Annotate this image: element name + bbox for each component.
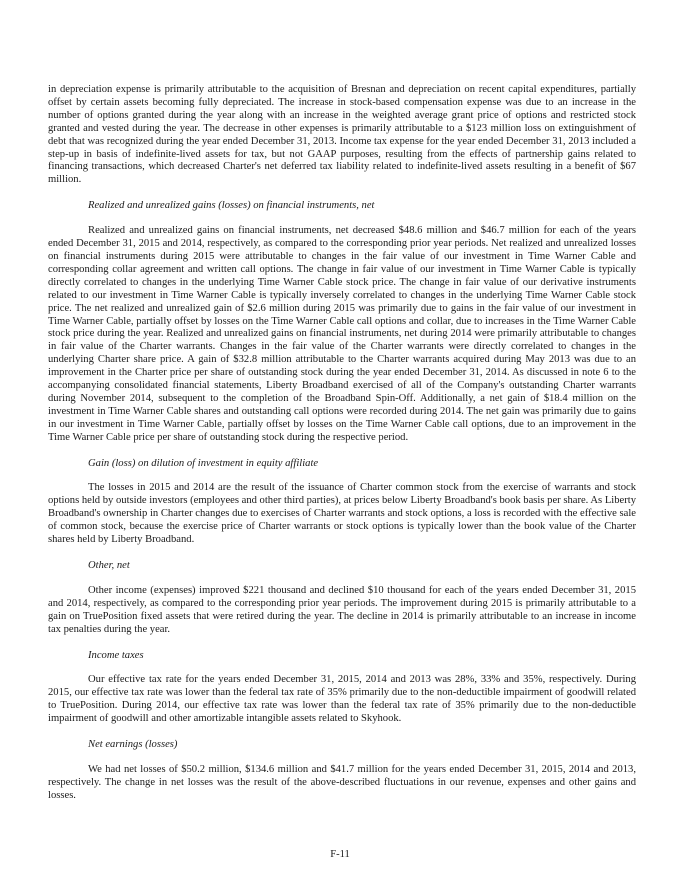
section-other-net [48,560,636,637]
document-page [48,84,636,803]
section-heading: Realized and unrealized gains (losses) on financial instruments, net [88,200,375,212]
section-heading: Other, net [88,560,130,571]
section-body: Realized and unrealized gains on financial instruments, net decreased $48.6 million and $46.7 million for each of the years ended December 31, 2015 and 2014, respectively, as compared to the corresponding prior year periods. Net realized and unrealized losses on financial instruments during 2015 were attributable to changes in the fair value of our investment in Time Warner Cable and corresponding collar agreement and written call options. The change in fair value of our investment in Time Warner Cable is typically directly correlated to changes in the underlying Time Warner Cable stock price. The change in fair value of our derivative instruments related to our investment in Time Warner Cable is typically inversely correlated to changes in the underlying Time Warner Cable stock price. The net realized and unrealized gain of $2.6 million during 2015 was primarily due to gains in the fair value of our investment in Time Warner Cable, partially offset by losses on the Time Warner Cable call options and collar, due to increases in the Time Warner Cable stock price during the year. Realized and unrealized gains on financial instruments, net during 2014 were primarily attributable to changes in fair value of the Charter warrants. Changes in the fair value of the Charter warrants were directly correlated to changes in the underlying Charter share price. A gain of $32.8 million attributable to the Charter warrants acquired during May 2013 was due to an improvement in the Charter price per share of outstanding stock during the year ended December 31, 2014. As discussed in note 6 to the accompanying consolidated financial statements, Liberty Broadband exercised of all of the Company's outstanding Charter warrants during November 2014, subsequent to the completion of the Broadband Spin-Off. Additionally, a net gain of $18.4 million on the investment in Time Warner Cable shares and outstanding call options were recorded during 2014. The net gain was primarily due to gains in our investment in Time Warner Cable, partially offset by losses on the Time Warner Cable call options, due to an improvement in the Time Warner Cable price per share of outstanding stock during the respective period. [48,225,636,443]
section-net-earnings [48,739,636,803]
section-body: Our effective tax rate for the years ended December 31, 2015, 2014 and 2013 was 28%, 33% and 35%, respectively. During 2015, our effective tax rate was lower than the federal tax rate of 35% primarily due to the non-deductible impairment of goodwill related to TruePosition. During 2014, our effective tax rate was lower than the federal tax rate of 35% primarily due to the non-deductible impairment of goodwill and other amortizable intangible assets related to Skyhook. [48,674,636,725]
section-body: We had net losses of $50.2 million, $134.6 million and $41.7 million for the years ended December 31, 2015, 2014 and 2013, respectively. The change in net losses was the result of the above-described fluctuations in our revenue, expenses and other gains and losses. [48,763,636,801]
intro-paragraph: in depreciation expense is primarily attributable to the acquisition of Bresnan and depreciation on recent capital expenditures, partially offset by certain assets becoming fully depreciated. The increase in stock-based compensation expense was due to an increase in the number of options granted during the year along with an increase in the weighted average grant price of options and restricted stock granted and vested during the year. The decrease in other expenses is primarily attributable to a $123 million loss on extinguishment of debt that was recognized during the year ended December 31, 2013. Income tax expense for the year ended December 31, 2013 included a step-up in basis of indefinite-lived assets for tax, but not GAAP purposes, resulting from the effects of partnership gains related to financing transactions, which decreased Charter's net deferred tax liability related to indefinite-lived assets resulting in a benefit of $67 million. [48,84,636,186]
section-income-taxes [48,650,636,727]
section-heading: Net earnings (losses) [88,739,178,751]
section-gain-loss-dilution [48,458,636,547]
page-number: F-11 [330,849,350,860]
section-body: Other income (expenses) improved $221 thousand and declined $10 thousand for each of the years ended December 31, 2015 and 2014, respectively, as compared to the corresponding prior year periods. The improvement during 2015 is primarily attributable to a gain on TruePosition fixed assets that were retired during the year. The decline in 2014 is primarily attributable to an increase in income tax penalties during the year. [48,584,636,635]
section-heading: Income taxes [88,649,144,661]
section-realized-unrealized-gains [48,200,636,444]
section-heading: Gain (loss) on dilution of investment in equity affiliate [88,457,319,469]
section-body: The losses in 2015 and 2014 are the result of the issuance of Charter common stock from the exercise of warrants and stock options held by outside investors (employees and other third parties), at prices below Liberty Broadband's book basis per share. As Liberty Broadband's ownership in Charter changes due to exercises of Charter warrants and stock options, a loss is recorded with the effective sale of common stock, because the exercise price of Charter warrants or stock options is typically lower than the book value of the Charter shares held by Liberty Broadband. [48,482,636,546]
